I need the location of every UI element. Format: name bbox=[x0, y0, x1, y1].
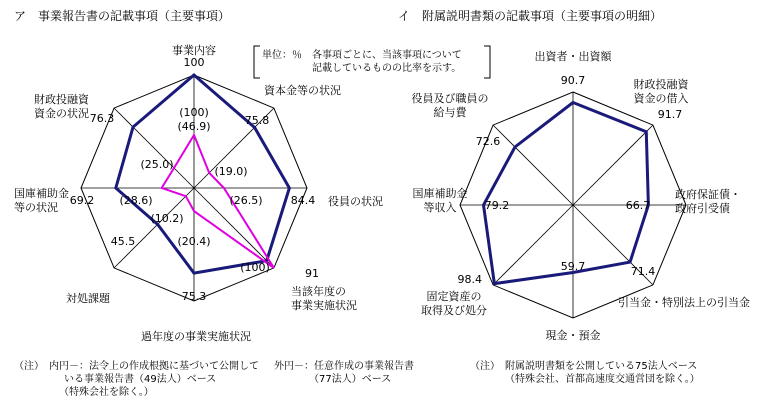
data-label: 75.3 bbox=[181, 290, 207, 303]
axis-label: 国庫補助金等の状況 bbox=[14, 187, 69, 214]
data-label: 91 bbox=[305, 267, 319, 280]
data-label: (20.4) bbox=[177, 235, 211, 248]
annotation-bracket-right bbox=[484, 46, 490, 78]
axis-label: 引当金・特別法上の引当金 bbox=[618, 296, 750, 309]
data-label: 59.7 bbox=[560, 260, 586, 273]
data-label: 79.2 bbox=[484, 199, 510, 212]
axis-label: 当該年度の事業実施状況 bbox=[291, 285, 357, 312]
chart-title: イ 附属説明書類の記載事項（主要事項の明細） bbox=[398, 9, 663, 23]
axis-label: 現金・預金 bbox=[545, 329, 601, 342]
chart-title: ア 事業報告書の記載事項（主要事項） bbox=[14, 9, 231, 23]
radar-chart-business-report bbox=[14, 8, 490, 343]
axis-label: 資本金等の状況 bbox=[264, 84, 341, 97]
note-middle: 外円－：任意作成の事業報告書 （77法人）ベース bbox=[274, 361, 414, 385]
data-label: 90.7 bbox=[560, 74, 586, 87]
data-label: (100) bbox=[240, 261, 270, 274]
axis-label: 政府保証債・政府引受債 bbox=[675, 188, 741, 215]
data-label: 66.7 bbox=[625, 199, 651, 212]
data-label: (100) bbox=[179, 106, 209, 119]
data-label: 84.4 bbox=[290, 194, 316, 207]
axis-label: 財政投融資資金の借入 bbox=[633, 78, 689, 105]
note-right: （注） 附属説明書類を公開している75法人ベース （特殊会社、首都高速度交通営団を除く。） bbox=[470, 361, 700, 385]
data-label: 91.7 bbox=[657, 108, 683, 121]
data-label: (46.9) bbox=[177, 120, 211, 133]
data-label: 100 bbox=[183, 56, 205, 69]
data-label: 71.4 bbox=[630, 265, 656, 278]
data-label: (28.6) bbox=[119, 194, 153, 207]
data-label: 76.3 bbox=[89, 112, 115, 125]
axis-label: 役員の状況 bbox=[328, 195, 383, 208]
data-label: (26.5) bbox=[229, 194, 263, 207]
axis-label: 財政投融資資金の状況 bbox=[34, 93, 89, 120]
axis-label: 出資者・出資額 bbox=[534, 50, 612, 63]
data-label: (10.2) bbox=[150, 212, 184, 225]
radar-spoke bbox=[573, 125, 653, 205]
data-label: 75.8 bbox=[244, 114, 270, 127]
data-label: (25.0) bbox=[140, 158, 174, 171]
axis-label: 対処課題 bbox=[66, 292, 110, 305]
data-label: 45.5 bbox=[110, 235, 136, 248]
data-label: 69.2 bbox=[69, 194, 95, 207]
axis-label: 役員及び職員の給与費 bbox=[411, 92, 489, 119]
note-left: （注） 内円－：法令上の作成根拠に基づいて公開して いる事業報告書（49法人）ベース （特殊会社を除く。） bbox=[14, 361, 259, 398]
axis-label: 国庫補助金等収入 bbox=[412, 187, 468, 214]
annotation-bracket-left bbox=[254, 46, 260, 78]
series-line bbox=[484, 103, 649, 284]
axis-label: 過年度の事業実施状況 bbox=[141, 330, 251, 343]
annotation-text: 単位：％ 各事項ごとに、当該事項について 記載しているものの比率を示す。 bbox=[262, 50, 462, 74]
data-label: 72.6 bbox=[475, 135, 501, 148]
data-label: (19.0) bbox=[214, 165, 248, 178]
axis-label: 固定資産の取得及び処分 bbox=[421, 290, 487, 317]
axis-label: 事業内容 bbox=[172, 44, 216, 57]
data-label: 98.4 bbox=[457, 273, 482, 286]
